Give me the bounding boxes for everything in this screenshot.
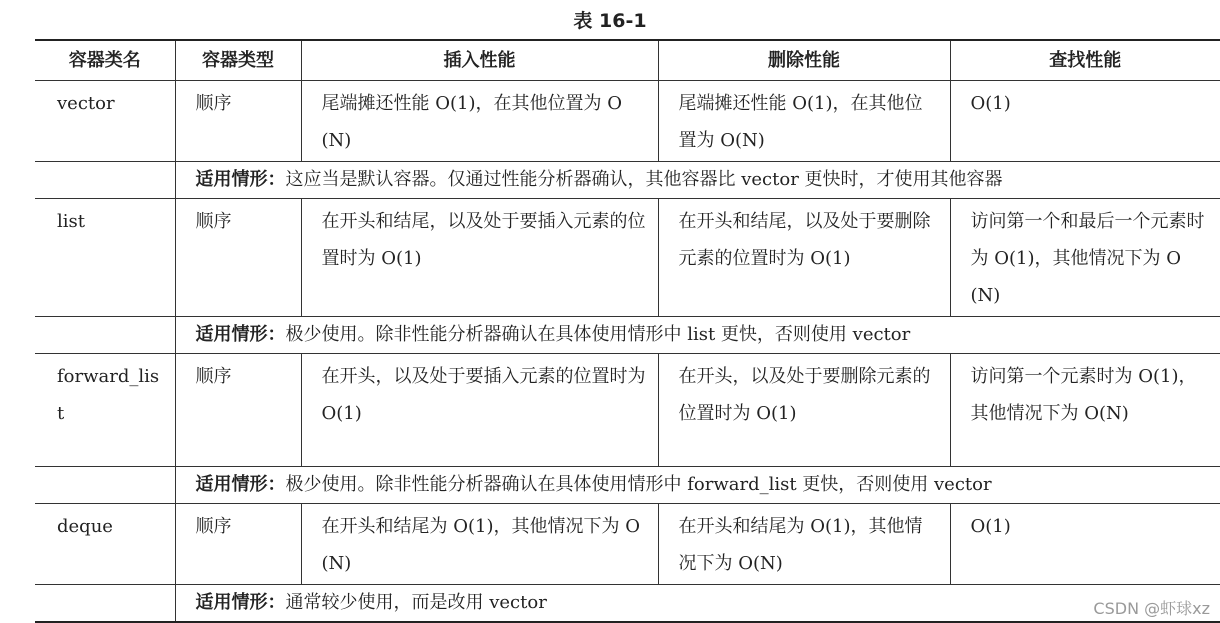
delete-performance: 在开头和结尾，以及处于要删除元素的位置时为 O(1) [658,199,950,317]
container-name: forward_list [35,354,175,467]
container-type: 顺序 [175,354,301,467]
usage-cell [175,317,1220,354]
table-row [35,504,1220,585]
usage-text: 极少使用。除非性能分析器确认在具体使用情形中 list 更快，否则使用 vector [285,324,911,345]
usage-row [35,162,1220,199]
container-performance-table [35,39,1220,623]
usage-text: 极少使用。除非性能分析器确认在具体使用情形中 forward_list 更快，否则使用 vector [285,474,992,495]
usage-label: 适用情形： [195,592,286,613]
header-insert-performance: 插入性能 [301,40,658,81]
container-type: 顺序 [175,199,301,317]
usage-label: 适用情形： [195,169,286,190]
usage-row [35,317,1220,354]
insert-performance: 在开头和结尾，以及处于要插入元素的位置时为 O(1) [301,199,658,317]
table-caption: 表 16-1 [573,10,647,32]
watermark: CSDN @虾球xz [1093,599,1210,618]
find-performance: O(1) [950,81,1220,162]
find-performance: O(1) [950,504,1220,585]
table-row [35,199,1220,317]
usage-text: 通常较少使用，而是改用 vector [285,592,547,613]
container-name: vector [35,81,175,162]
insert-performance: 在开头和结尾为 O(1)，其他情况下为 O(N) [301,504,658,585]
usage-label: 适用情形： [195,474,286,495]
delete-performance: 在开头和结尾为 O(1)，其他情况下为 O(N) [658,504,950,585]
usage-cell [175,585,1220,623]
container-type: 顺序 [175,81,301,162]
delete-performance: 在开头，以及处于要删除元素的位置时为 O(1) [658,354,950,467]
container-name: list [35,199,175,317]
header-find-performance: 查找性能 [950,40,1220,81]
usage-row [35,585,1220,623]
find-performance: 访问第一个和最后一个元素时为 O(1)，其他情况下为 O(N) [950,199,1220,317]
header-delete-performance: 删除性能 [658,40,950,81]
container-name: deque [35,504,175,585]
insert-performance: 在开头，以及处于要插入元素的位置时为 O(1) [301,354,658,467]
header-container-type: 容器类型 [175,40,301,81]
header-container-name: 容器类名 [35,40,175,81]
container-type: 顺序 [175,504,301,585]
header-row [35,40,1220,81]
find-performance: 访问第一个元素时为 O(1)，其他情况下为 O(N) [950,354,1220,467]
delete-performance: 尾端摊还性能 O(1)，在其他位置为 O(N) [658,81,950,162]
usage-cell [175,162,1220,199]
table-row [35,354,1220,467]
usage-text: 这应当是默认容器。仅通过性能分析器确认，其他容器比 vector 更快时，才使用其他容器 [285,169,1003,190]
insert-performance: 尾端摊还性能 O(1)，在其他位置为 O(N) [301,81,658,162]
table-row [35,81,1220,162]
usage-row [35,467,1220,504]
usage-cell [175,467,1220,504]
usage-label: 适用情形： [195,324,286,345]
